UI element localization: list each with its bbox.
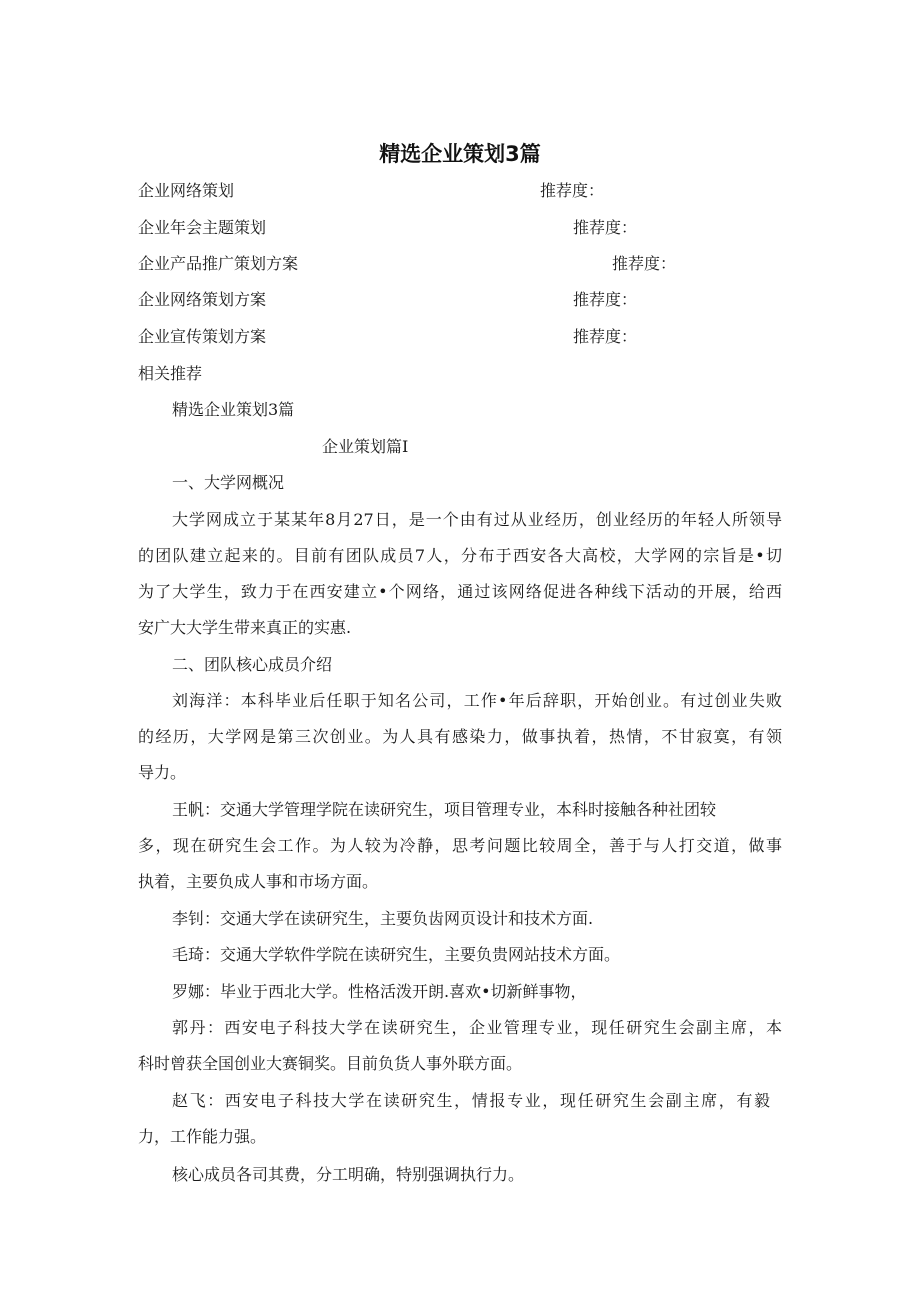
member-paragraph-line: 李钊：交通大学在读研究生，主要负齿网页设计和技术方面. [172, 909, 594, 928]
paragraph-line: 力，工作能力强。 [138, 1127, 267, 1146]
recommend-item-name[interactable]: 企业产品推广策划方案 [138, 254, 299, 273]
subtitle: 精选企业策划3篇 [172, 400, 295, 419]
paragraph-line: 安广大大学生带来真正的实惠. [138, 618, 352, 637]
recommend-item-label: 推荐度： [573, 218, 638, 237]
paragraph-line: 导力。 [138, 763, 187, 782]
member-paragraph-line: 罗娜：毕业于西北大学。性格活泼开朗.喜欢•切新鲜事物， [172, 982, 587, 1001]
member-paragraph [138, 691, 782, 799]
paragraph-line: 为了大学生，致力于在西安建立•个网络，通过该网络促进各种线下活动的开展，给西 [138, 582, 782, 601]
paragraph-line: 的经历，大学网是第三次创业。为人具有感染力，做事执着，热情，不甘寂寞，有领 [138, 727, 782, 746]
recommend-item-name[interactable]: 企业年会主题策划 [138, 218, 267, 237]
paragraph-line: 大学网成立于某某年8月27日，是一个由有过从业经历，创业经历的年轻人所领导 [172, 510, 782, 529]
paragraph-line: 赵飞：西安电子科技大学在读研究生，情报专业，现任研究生会副主席，有毅 [172, 1091, 770, 1110]
recommend-item-label: 推荐度： [612, 254, 677, 273]
recommend-item-name[interactable]: 企业网络策划 [138, 181, 235, 200]
section-heading: 二、团队核心成员介绍 [172, 655, 333, 674]
member-paragraph-line: 毛琦：交通大学软件学院在读研究生，主要负贵网站技术方面。 [172, 945, 621, 964]
member-paragraph [138, 800, 782, 908]
section-heading: 一、大学网概况 [172, 473, 285, 492]
paragraph-line: 郭丹：西安电子科技大学在读研究生，企业管理专业，现任研究生会副主席，本 [172, 1018, 782, 1037]
page-title: 精选企业策划3篇 [379, 142, 541, 166]
paragraph-line: 王帆：交通大学管理学院在读研究生，项目管理专业，本科时接触各种社团较 [172, 800, 717, 819]
paragraph-line: 科时曾获全国创业大赛铜奖。目前负货人事外联方面。 [138, 1054, 523, 1073]
recommend-item-label: 推荐度： [573, 290, 638, 309]
closing-line: 核心成员各司其费，分工明确，特别强调执行力。 [172, 1165, 525, 1184]
paragraph-line: 的团队建立起来的。目前有团队成员7人，分布于西安各大高校，大学网的宗旨是•切 [138, 546, 782, 565]
article-title: 企业策划篇I [322, 437, 409, 456]
paragraph-line: 执着，主要负成人事和市场方面。 [138, 872, 379, 891]
recommend-item-name[interactable]: 企业网络策划方案 [138, 290, 267, 309]
paragraph [138, 510, 782, 654]
recommend-item-label: 推荐度： [573, 327, 638, 346]
member-paragraph [138, 1091, 782, 1163]
related-heading: 相关推荐 [138, 364, 203, 383]
paragraph-line: 多，现在研究生会工作。为人较为冷静，思考问题比较周全，善于与人打交道，做事 [138, 836, 782, 855]
member-paragraph [138, 1018, 782, 1090]
recommend-item-name[interactable]: 企业宣传策划方案 [138, 327, 267, 346]
paragraph-line: 刘海洋：本科毕业后任职于知名公司，工作•年后辞职，开始创业。有过创业失败 [172, 691, 782, 710]
recommend-item-label: 推荐度： [540, 181, 605, 200]
